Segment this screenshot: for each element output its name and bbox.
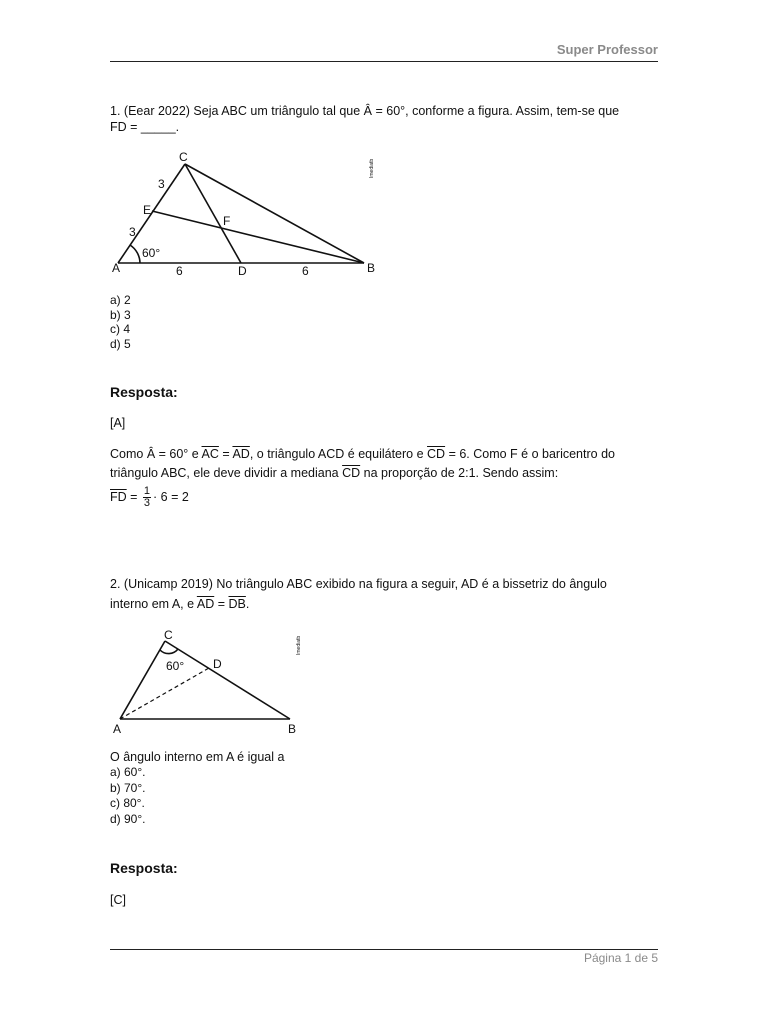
- q1-segment-ad: $\overline{AD}$: [232, 447, 250, 461]
- q1-side-cb: [185, 164, 364, 263]
- q2-label-angle: 60°: [166, 659, 185, 673]
- q1-option-a: a) 2: [110, 293, 131, 307]
- q2-label-b: B: [288, 722, 297, 736]
- q1-figure: [110, 148, 380, 280]
- q2-label-c: C: [164, 628, 173, 642]
- q1-explanation-line1: Como Â = 60° e $\overline{AC} = \overline{AD}$, o triângulo ACD é equilátero e $\overline{CD} = 6$. Como F é o baricentro do: [110, 447, 615, 461]
- q2-label-d: D: [213, 657, 222, 671]
- q2-statement-line2: interno em A, e $\overline{AD} = \overline{DB}$.: [110, 597, 250, 611]
- q1-segment-cd: $\overline{CD}$: [427, 447, 446, 461]
- q2-option-d: d) 90°.: [110, 811, 146, 826]
- q1-option-d: d) 5: [110, 336, 131, 351]
- q1-formula-fraction: $\frac{1}{3}$: [143, 485, 151, 510]
- q1-median-cd-text: $\overline{CD}$: [342, 466, 361, 480]
- header-rule: [110, 61, 658, 62]
- q1-formula-fd: $\overline{FD}$: [110, 490, 127, 504]
- q1-watermark: Imediatb: [369, 158, 375, 178]
- q2-side-cb: [165, 641, 290, 719]
- q2-side-ca: [120, 641, 165, 719]
- q1-statement-line2: FD = _____.: [110, 120, 180, 134]
- q1-explanation-line2: triângulo ABC, ele deve dividir a mediana $\overline{CD}$ na proporção de 2:1. Sendo assim:: [110, 466, 559, 480]
- q1-options: [110, 293, 131, 351]
- q2-answer: [C]: [110, 893, 126, 907]
- q1-label-b: B: [367, 261, 376, 275]
- q1-label-db: 6: [302, 264, 309, 278]
- q1-label-ce: 3: [158, 177, 165, 191]
- header-brand: Super Professor: [556, 42, 658, 57]
- q2-angle-arc: [160, 649, 178, 654]
- q1-segment-ac: $\overline{AC}$: [201, 447, 219, 461]
- q1-label-d: D: [238, 264, 247, 278]
- q1-statement-line1: [110, 103, 619, 119]
- q2-label-a: A: [113, 722, 122, 736]
- q2-bisector-ad: [120, 668, 209, 719]
- q2-statement-line1: [110, 576, 607, 592]
- footer-page-number: Página 1 de 5: [583, 951, 658, 965]
- q1-option-c: c) 4: [110, 322, 131, 336]
- q1-angle-arc: [130, 245, 140, 263]
- q1-label-f: F: [223, 214, 231, 228]
- q2-answer-heading: Resposta:: [110, 860, 178, 876]
- q1-label-ad: 6: [176, 264, 183, 278]
- q2-number: 2.: [110, 577, 121, 591]
- q1-label-angle: 60°: [142, 246, 161, 260]
- q2-question: O ângulo interno em A é igual a: [110, 750, 285, 764]
- q2-watermark: Imediatb: [296, 635, 302, 655]
- q2-segment-ad: $\overline{AD}$: [196, 597, 215, 611]
- q2-text: No triângulo ABC exibido na figura a seguir, AD é a bissetriz do ângulo: [216, 577, 607, 591]
- q1-text: Seja ABC um triângulo tal que Â = 60°, conforme a figura. Assim, tem-se que: [193, 104, 620, 118]
- q1-label-c: C: [179, 150, 188, 164]
- q2-option-a: a) 60°.: [110, 765, 146, 779]
- q1-median-be: [152, 211, 364, 263]
- q2-figure: [110, 625, 310, 740]
- q1-answer-heading: Resposta:: [110, 384, 178, 400]
- q1-label-ea: 3: [129, 225, 136, 239]
- q1-formula: $\overline{FD}$ = $\frac{1}{3}$ · 6 = 2: [110, 485, 189, 510]
- q1-label-a: A: [112, 261, 121, 275]
- q2-segment-db: $\overline{DB}$: [228, 597, 246, 611]
- q1-option-b: b) 3: [110, 307, 131, 322]
- footer-rule: [110, 949, 658, 950]
- q2-option-b: b) 70°.: [110, 780, 146, 795]
- q1-label-e: E: [143, 203, 152, 217]
- q1-answer: [A]: [110, 416, 126, 430]
- q2-option-c: c) 80°.: [110, 796, 145, 810]
- q2-source: (Unicamp 2019): [123, 577, 213, 591]
- q2-options: [110, 765, 145, 827]
- q1-source: (Eear 2022): [123, 104, 190, 118]
- q1-number: 1.: [110, 104, 121, 118]
